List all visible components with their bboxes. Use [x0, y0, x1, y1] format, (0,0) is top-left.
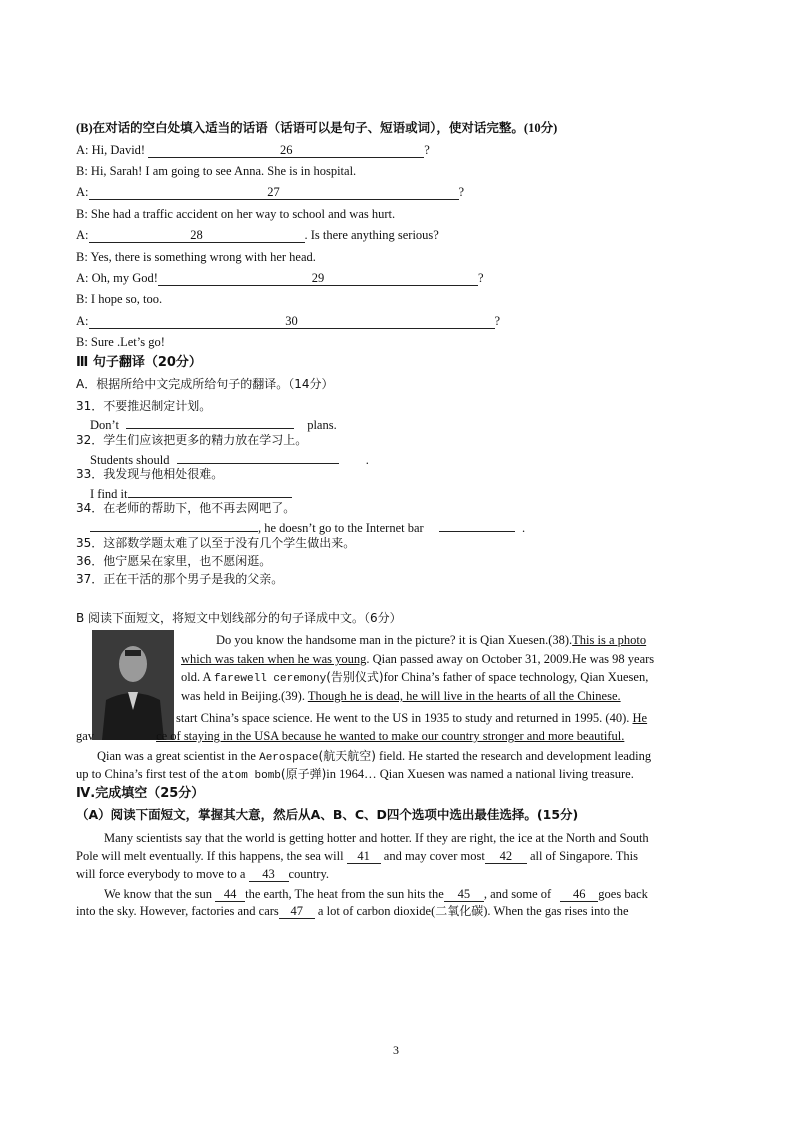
passage-text: start China’s space science. He went to the US in 1935 to study and returned in 1995. (40). [176, 711, 633, 725]
answer-text: , he doesn’t go to the Internet bar [258, 521, 424, 535]
blank-number: 41 [357, 849, 370, 863]
blank-number: 45 [457, 887, 471, 901]
cloze-line-4 [104, 886, 648, 902]
dialog-text: A: [76, 185, 89, 199]
cloze-text: and may cover most [383, 849, 485, 863]
dialog-line-30 [76, 313, 500, 329]
blank-28[interactable] [89, 229, 305, 243]
blank-number: 28 [190, 228, 203, 242]
cloze-text: the earth, The heat from the sun hits the [245, 887, 444, 901]
answer-text: I find it [90, 487, 128, 501]
passage-gloss: (原子弹) [280, 767, 327, 781]
passage-text: was held in Beijing.(39). [181, 689, 308, 703]
blank-number: 42 [499, 849, 513, 863]
blank-number: 27 [267, 185, 280, 199]
blank-45[interactable] [444, 888, 484, 902]
dialog-line-29 [76, 270, 484, 286]
section-3-heading: Ⅲ 句子翻译（20分） [76, 355, 202, 370]
passage-text: for China’s father of space technology, Qian Xuesen, [383, 670, 649, 684]
answer-text: . [521, 521, 526, 535]
question-34: 34．在老师的帮助下，他不再去网吧了。 [76, 501, 296, 515]
passage-line-7 [97, 748, 651, 766]
page-number: 3 [393, 1043, 399, 1057]
passage-text: field. He started the research and development leading [375, 749, 652, 763]
dialog-text: A: [76, 228, 89, 242]
blank-number: 30 [285, 314, 298, 328]
dialog-line-26 [76, 142, 430, 158]
dialog-text: A: Hi, David! [76, 143, 146, 157]
answer-34 [90, 518, 525, 536]
question-31: 31．不要推迟制定计划。 [76, 399, 212, 413]
passage-text: up to China’s first test of the [76, 767, 222, 781]
blank-27[interactable] [89, 186, 459, 200]
cloze-text: We know that the sun [104, 887, 213, 901]
blank-31[interactable] [126, 415, 294, 429]
blank-34a[interactable] [90, 518, 258, 532]
passage-text: Do you know the handsome man in the picture? it is Qian Xuesen.(38). [216, 633, 573, 647]
blank-26[interactable] [148, 144, 424, 158]
underlined-sentence-40-cont: ce of staying in the USA because he wanted to make our country stronger and more beautiful. [156, 729, 625, 743]
passage-text: . Qian passed away on October 31, 2009.He was 98 years [366, 652, 655, 666]
blank-32[interactable] [177, 450, 339, 464]
cloze-line-3 [76, 866, 329, 882]
dialog-text: ? [494, 314, 501, 328]
cloze-text: a lot of carbon dioxide( [317, 904, 436, 918]
question-32: 32．学生们应该把更多的精力放在学习上。 [76, 433, 308, 447]
section-b-heading: (B)在对话的空白处填入适当的话语（话语可以是句子、短语或词），使对话完整。(10分) [76, 121, 558, 135]
blank-34b[interactable] [439, 518, 515, 532]
blank-47[interactable] [279, 905, 315, 919]
blank-42[interactable] [485, 850, 527, 864]
underlined-sentence-40: He [632, 711, 648, 725]
question-36: 36．他宁愿呆在家里，也不愿闲逛。 [76, 554, 272, 568]
blank-41[interactable] [347, 850, 381, 864]
cloze-text: country. [288, 867, 330, 881]
cloze-line-5 [76, 903, 629, 919]
question-37: 37．正在干活的那个男子是我的父亲。 [76, 572, 284, 586]
passage-text: in 1964… Qian Xuesen was named a national living treasure. [326, 767, 634, 781]
dialog-text: ? [424, 143, 430, 157]
blank-number: 47 [290, 904, 304, 918]
blank-number: 26 [279, 143, 293, 157]
dialog-text: A: Oh, my God! [76, 271, 158, 285]
section-3b-heading: B 阅读下面短文，将短文中划线部分的句子译成中文。（6分） [76, 611, 402, 625]
dialog-line: B: I hope so, too. [76, 292, 163, 306]
answer-text: plans. [307, 418, 337, 432]
passage-line-2 [181, 651, 654, 667]
passage-term: Aerospace [259, 752, 319, 764]
blank-number: 29 [311, 271, 325, 285]
answer-text: Don’t [90, 418, 119, 432]
blank-43[interactable] [249, 868, 289, 882]
passage-line-6 [76, 728, 624, 744]
portrait-icon [92, 630, 174, 740]
cloze-text: ). When the gas rises into the [483, 904, 629, 918]
question-33: 33．我发现与他相处很难。 [76, 467, 224, 481]
cloze-gloss: 二氧化碳 [435, 904, 484, 918]
passage-term: farewell ceremony [214, 673, 327, 685]
passage-term: atom bomb [221, 770, 281, 782]
blank-46[interactable] [560, 888, 598, 902]
passage-gloss: (告别仪式) [326, 670, 384, 684]
dialog-text: ? [477, 271, 484, 285]
blank-44[interactable] [215, 888, 245, 902]
dialog-text: . Is there anything serious? [304, 228, 439, 242]
dialog-text: A: [76, 314, 89, 328]
passage-line-1 [216, 632, 646, 648]
dialog-line-27 [76, 184, 464, 200]
cloze-line-2 [76, 848, 638, 864]
blank-30[interactable] [89, 315, 495, 329]
dialog-line: B: Hi, Sarah! I am going to see Anna. She is in hospital. [76, 164, 357, 178]
blank-number: 46 [573, 887, 586, 901]
answer-text: . [365, 453, 369, 467]
cloze-text: will force everybody to move to a [76, 867, 246, 881]
passage-text: old. A [181, 670, 214, 684]
section-4-heading: Ⅳ.完成填空（25分） [76, 786, 205, 801]
passage-gloss: (航天航空) [318, 749, 376, 763]
dialog-line: B: Yes, there is something wrong with her head. [76, 250, 316, 264]
passage-text: Qian was a great scientist in the [97, 749, 260, 763]
answer-text: Students should [90, 453, 170, 467]
blank-number: 43 [262, 867, 275, 881]
passage-line-8 [76, 766, 634, 784]
blank-29[interactable] [158, 272, 478, 286]
dialog-line-28 [76, 227, 439, 243]
underlined-sentence-39: Though he is dead, he will live in the hearts of all the Chinese. [307, 689, 621, 703]
cloze-text: into the sky. However, factories and cars [76, 904, 279, 918]
cloze-line-1: Many scientists say that the world is getting hotter and hotter. If they are right, the ice at the North and South [104, 831, 649, 845]
cloze-text: all of Singapore. This [529, 849, 639, 863]
underlined-sentence-38-cont: which was taken when he was young [181, 652, 367, 666]
cloze-text: , and some of [483, 887, 552, 901]
passage-line-3 [181, 669, 648, 687]
dialog-line: B: She had a traffic accident on her way to school and was hurt. [76, 207, 396, 221]
question-35: 35．这部数学题太难了以至于没有几个学生做出来。 [76, 536, 356, 550]
cloze-text: goes back [598, 887, 648, 901]
blank-33[interactable] [128, 484, 292, 498]
dialog-line: B: Sure .Let’s go! [76, 335, 165, 349]
passage-line-5 [176, 710, 647, 726]
passage-line-4 [181, 688, 621, 704]
blank-number: 44 [223, 887, 237, 901]
underlined-sentence-38: This is a photo [572, 633, 647, 647]
answer-31 [90, 415, 337, 433]
section-3a-heading: A．根据所给中文完成所给句子的翻译。（14分） [76, 377, 334, 391]
passage-text: gav [76, 729, 95, 743]
portrait-photo [92, 630, 174, 740]
cloze-text: Pole will melt eventually. If this happens, the sea will [76, 849, 344, 863]
section-4a-heading: （A）阅读下面短文，掌握其大意，然后从A、B、C、D四个选项中选出最佳选择。(15分) [76, 807, 579, 822]
dialog-text: ? [458, 185, 465, 199]
